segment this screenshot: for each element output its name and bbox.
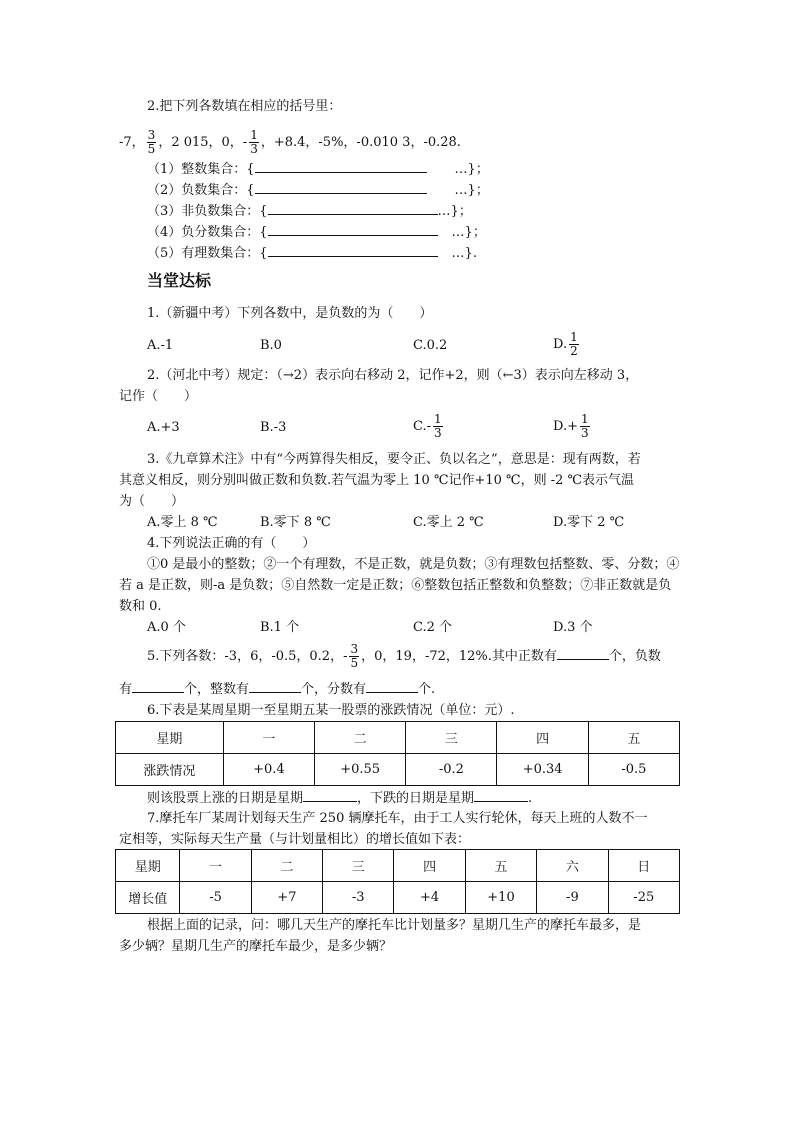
answer-blank[interactable] xyxy=(255,181,427,194)
table-row: 涨跌情况 +0.4 +0.55 -0.2 +0.34 -0.5 xyxy=(116,754,680,786)
answer-blank[interactable] xyxy=(366,680,418,693)
q2-title: 2.把下列各数填在相应的括号里： xyxy=(147,99,342,114)
p2-option-b[interactable]: B.-3 xyxy=(260,420,287,435)
p1-option-a[interactable]: A.-1 xyxy=(147,338,174,353)
p1-option-c[interactable]: C.0.2 xyxy=(413,338,448,353)
p4-line2: 若 a 是正数，则-a 是负数；⑤自然数一定是正数；⑥整数包括正整数和负整数；⑦非正数就是负 xyxy=(119,578,672,593)
fraction: $\frac{1}{3}$ xyxy=(250,128,258,156)
set-line-negative-fraction: （4）负分数集合：{ …}； xyxy=(147,225,486,240)
answer-blank[interactable] xyxy=(255,160,427,173)
set-line-rational: （5）有理数集合：{ …}. xyxy=(147,246,477,261)
fraction: $\frac{3}{5}$ xyxy=(147,128,156,156)
q2-numbers: -7， $\frac{3}{5}$ ，2 015，0，- $\frac{1}{3}$ ，+8.4，-5%，-0.010 3，-0.2̇8̇. xyxy=(119,128,461,156)
stock-table xyxy=(115,721,680,786)
p2-stem-line1: 2.（河北中考）规定：（→2）表示向右移动 2，记作+2，则（←3）表示向左移动 3， xyxy=(147,368,639,383)
p5-line1: 5.下列各数：-3，6，-0.5，0.2，- $\frac{3}{5}$ ，0，19，-72，12%.其中正数有 个，负数 xyxy=(147,642,661,670)
p4-option-d[interactable]: D.3 个 xyxy=(553,620,593,635)
table-row: 星期 一 二 三 四 五 六 日 xyxy=(116,850,680,882)
fraction: $\frac{1}{2}$ xyxy=(570,330,578,358)
p4-line3: 数和 0. xyxy=(119,599,162,614)
fraction: $\frac{3}{5}$ xyxy=(350,642,359,670)
p7-question-line2: 多少辆？星期几生产的摩托车最少，是多少辆？ xyxy=(119,939,393,954)
p3-line1: 3.《九章算术注》中有“今两算得失相反，要令正、负以名之”，意思是：现有两数，若 xyxy=(147,452,641,467)
p3-option-c[interactable]: C.零上 2 ℃ xyxy=(413,515,484,530)
table-row: 星期 一 二 三 四 五 xyxy=(116,722,680,754)
answer-blank[interactable] xyxy=(474,789,528,802)
set-line-negative: （2）负数集合：{ …}； xyxy=(147,183,489,198)
p3-line3: 为（ ） xyxy=(119,494,185,509)
p3-line2: 其意义相反，则分别叫做正数和负数.若气温为零上 10 ℃记作+10 ℃，则 -2 ℃表示气温 xyxy=(119,473,635,488)
p4-option-a[interactable]: A.0 个 xyxy=(147,620,186,635)
answer-blank[interactable] xyxy=(303,789,357,802)
p7-question-line1: 根据上面的记录，问：哪几天生产的摩托车比计划量多？星期几生产的摩托车最多，是 xyxy=(147,918,642,933)
section-title: 当堂达标 xyxy=(147,271,212,290)
p2-option-a[interactable]: A.+3 xyxy=(147,420,180,435)
answer-blank[interactable] xyxy=(268,223,438,236)
answer-blank[interactable] xyxy=(268,202,438,215)
p1-stem: 1.（新疆中考）下列各数中，是负数的为（ ） xyxy=(147,306,433,321)
p2-stem-line2: 记作（ ） xyxy=(119,389,198,404)
answer-blank[interactable] xyxy=(249,680,301,693)
set-line-integer: （1）整数集合：{ …}； xyxy=(147,162,489,177)
p3-option-a[interactable]: A.零上 8 ℃ xyxy=(147,515,218,530)
p1-option-d[interactable]: D. $\frac{1}{2}$ xyxy=(553,330,578,358)
p2-option-c[interactable]: C.- $\frac{1}{3}$ xyxy=(413,412,442,440)
p7-line2: 定相等，实际每天生产量（与计划量相比）的增长值如下表： xyxy=(119,832,471,847)
answer-blank[interactable] xyxy=(557,647,609,660)
answer-blank[interactable] xyxy=(268,244,438,257)
p6-after: 则该股票上涨的日期是星期 ，下跌的日期是星期 . xyxy=(147,791,533,806)
set-line-nonnegative: （3）非负数集合：{ …}； xyxy=(147,204,472,219)
production-table xyxy=(115,849,680,914)
p3-option-b[interactable]: B.零下 8 ℃ xyxy=(260,515,331,530)
p4-line1: ①0 是最小的整数；②一个有理数，不是正数，就是负数；③有理数包括整数、零、分数；④ xyxy=(147,557,680,572)
table-row: 增长值 -5 +7 -3 +4 +10 -9 -25 xyxy=(116,882,680,914)
answer-blank[interactable] xyxy=(132,680,184,693)
fraction: $\frac{1}{3}$ xyxy=(434,412,442,440)
p3-option-d[interactable]: D.零下 2 ℃ xyxy=(553,515,625,530)
p4-option-b[interactable]: B.1 个 xyxy=(260,620,300,635)
p7-line1: 7.摩托车厂某周计划每天生产 250 辆摩托车，由于工人实行轮休，每天上班的人数不一 xyxy=(147,811,648,826)
p1-option-b[interactable]: B.0 xyxy=(260,338,282,353)
p2-option-d[interactable]: D.+ $\frac{1}{3}$ xyxy=(553,412,589,440)
p4-option-c[interactable]: C.2 个 xyxy=(413,620,453,635)
p4-stem: 4.下列说法正确的有（ ） xyxy=(147,536,316,551)
fraction: $\frac{1}{3}$ xyxy=(580,412,589,440)
p6-stem: 6.下表是某周星期一至星期五某一股票的涨跌情况（单位：元）. xyxy=(147,703,515,718)
p5-line2: 有 个，整数有 个，分数有 个. xyxy=(119,682,436,697)
